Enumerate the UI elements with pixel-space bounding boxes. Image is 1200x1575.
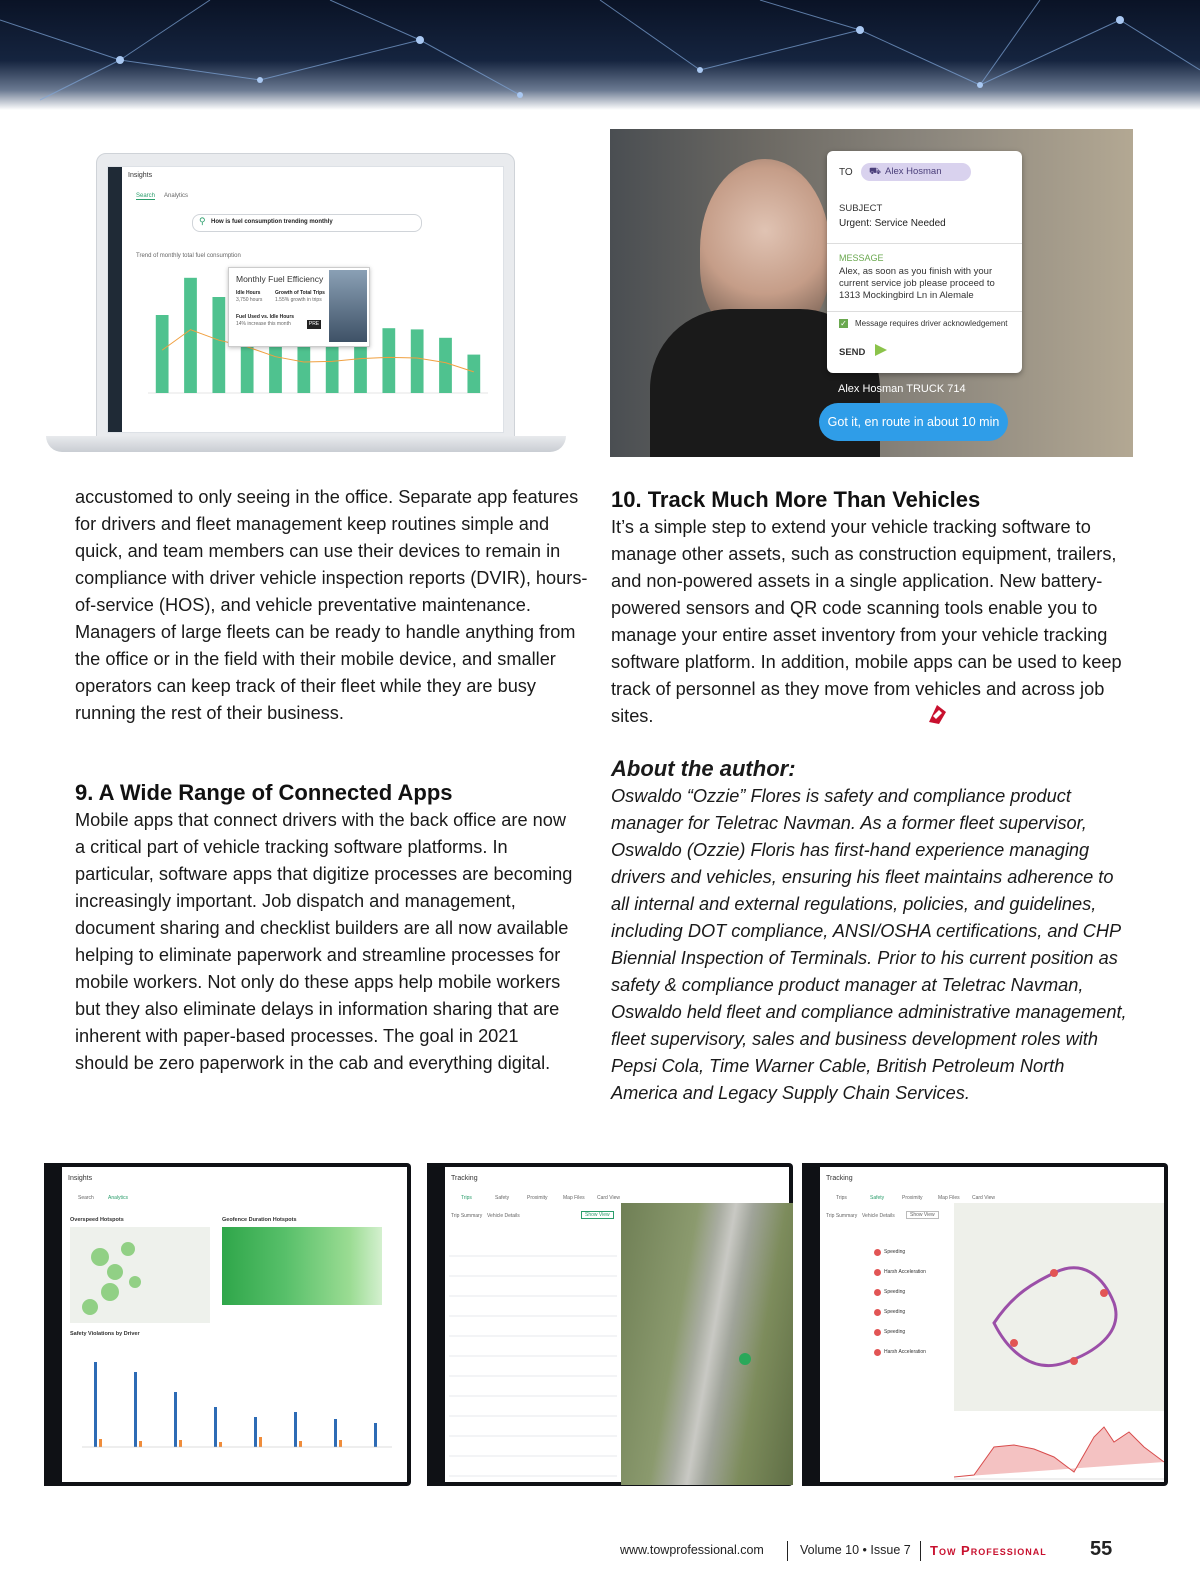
message-body[interactable]: Alex, as soon as you finish with your current service job please proceed to 1313 Mockingbird Ln in Alemale — [839, 266, 995, 301]
screenshot-tracking-trips — [427, 1163, 793, 1486]
section9-body — [75, 807, 575, 1077]
popup-stat-label: Idle Hours — [236, 290, 261, 296]
bar-3[interactable] — [212, 297, 225, 393]
vehicle-marker-icon[interactable] — [739, 1353, 751, 1365]
reply-bubble: Got it, en route in about 10 min — [819, 403, 1008, 441]
send-icon[interactable] — [875, 344, 887, 356]
panel-title: Overspeed Hotspots — [70, 1217, 124, 1223]
alert-icon — [874, 1289, 881, 1296]
chart-title: Trend of monthly total fuel consumption — [136, 253, 241, 259]
section9-heading: 9. A Wide Range of Connected Apps — [75, 780, 453, 805]
popup-stat-label: Growth of Total Trips — [275, 290, 325, 296]
safety-event-list[interactable] — [824, 1237, 952, 1482]
event-label: Speeding — [884, 1249, 906, 1255]
recipient-chip[interactable] — [861, 163, 971, 181]
section10-heading: 10. Track Much More Than Vehicles — [611, 487, 981, 512]
left-column — [75, 484, 590, 727]
search-icon: ⚲ — [199, 216, 206, 226]
tab-safety[interactable]: Safety — [495, 1195, 510, 1201]
app-title: Insights — [68, 1175, 93, 1182]
to-label: TO — [839, 167, 853, 178]
footer-divider — [787, 1541, 788, 1561]
tab-trips[interactable]: Trips — [836, 1195, 847, 1201]
subject-label: SUBJECT — [839, 203, 883, 214]
overspeed-map — [70, 1227, 210, 1323]
screenshot-tracking-safety — [802, 1163, 1168, 1486]
app-title: Tracking — [826, 1175, 853, 1182]
laptop-screen — [96, 153, 515, 438]
driver-tag: Alex Hosman TRUCK 714 — [838, 383, 966, 395]
app-sidebar — [427, 1163, 445, 1486]
footer-website[interactable]: www.towprofessional.com — [620, 1543, 764, 1557]
section10-paragraph: It’s a simple step to extend your vehicle tracking software to manage other assets, such as construction equipment, trailers, and non-powered assets in a single application. New battery-powered sensors and QR code scanning tools enable you to manage your entire asset inventory from your vehicle tracking software platform. In addition, mobile apps can be used to keep track of personnel as they move from vehicles and across job sites. — [611, 517, 1122, 726]
efficiency-popup — [228, 267, 370, 347]
footer-brand: Tow Professional — [930, 1543, 1047, 1558]
subtab-vehicle-details[interactable]: Vehicle Details — [862, 1213, 895, 1219]
bar-9[interactable] — [382, 328, 395, 393]
alert-icon — [874, 1329, 881, 1336]
recipient-name: Alex Hosman — [885, 166, 942, 177]
author-heading: About the author: — [611, 756, 796, 781]
tracking-screen — [445, 1167, 789, 1482]
header-banner — [0, 0, 1200, 110]
bar-12[interactable] — [467, 355, 480, 393]
subtab-trip-summary[interactable]: Trip Summary — [451, 1213, 483, 1219]
tab-map-files[interactable]: Map Files — [563, 1195, 585, 1201]
tab-map-files[interactable]: Map Files — [938, 1195, 960, 1201]
popup-badge: PRE — [308, 321, 320, 327]
tracking-safety-screen — [820, 1167, 1164, 1482]
dispatch-photo — [610, 129, 1133, 457]
worker-photo — [329, 270, 367, 342]
tab-search[interactable]: Search — [78, 1195, 94, 1201]
insights-app — [107, 166, 504, 433]
event-label: Harsh Acceleration — [884, 1349, 926, 1355]
alert-icon — [874, 1249, 881, 1256]
intro-paragraph: accustomed to only seeing in the office. Separate app features for drivers and fleet management keep routines simple and quick, and team members can use their devices to remain in compliance with driver vehicle inspection reports (DVIR), hours-of-service (HOS), and vehicle preventative maintenance. Managers of large fleets can be ready to handle anything from the office or in the field with their mobile device, and smaller operators can keep track of their fleet while they are busy running the rest of their business. — [75, 487, 588, 723]
truck-icon: ⛟ — [869, 166, 881, 177]
divider — [827, 243, 1022, 244]
geofence-treemap — [222, 1227, 382, 1305]
send-button[interactable]: SEND — [839, 347, 866, 358]
bar-11[interactable] — [439, 338, 452, 393]
author-body — [611, 783, 1131, 1107]
section10-body — [611, 514, 1131, 730]
network-graphic — [0, 0, 1200, 110]
bar-10[interactable] — [411, 329, 424, 393]
app-title: Tracking — [451, 1175, 478, 1182]
route-map[interactable] — [954, 1203, 1164, 1411]
trip-list[interactable] — [449, 1237, 617, 1477]
tab-proximity[interactable]: Proximity — [527, 1195, 548, 1201]
footer-divider — [920, 1541, 921, 1561]
tab-analytics[interactable]: Analytics — [164, 193, 189, 199]
show-view-button[interactable]: Show View — [906, 1211, 939, 1219]
popup-stat-value: 1.55% growth in trips — [275, 297, 322, 303]
bar-1[interactable] — [156, 315, 169, 393]
popup-stat-label: Fuel Used vs. Idle Hours — [236, 314, 295, 320]
tab-card-view[interactable]: Card View — [972, 1195, 995, 1201]
footer-issue: Volume 10 • Issue 7 — [800, 1543, 911, 1557]
ack-checkbox[interactable]: ✓ — [840, 319, 847, 328]
satellite-map[interactable] — [621, 1203, 793, 1485]
ack-label: Message requires driver acknowledgement — [855, 319, 1008, 328]
tab-search[interactable]: Search — [136, 193, 156, 199]
panel-title: Geofence Duration Hotspots — [222, 1217, 297, 1223]
message-label: MESSAGE — [839, 253, 884, 263]
tab-trips[interactable]: Trips — [461, 1195, 472, 1201]
popup-title: Monthly Fuel Efficiency — [236, 274, 324, 284]
alert-icon — [874, 1269, 881, 1276]
panel-title: Safety Violations by Driver — [70, 1331, 140, 1337]
message-card — [827, 151, 1022, 373]
subtab-trip-summary[interactable]: Trip Summary — [826, 1213, 858, 1219]
app-sidebar — [44, 1163, 62, 1486]
page-number: 55 — [1090, 1538, 1113, 1560]
tab-card-view[interactable]: Card View — [597, 1195, 620, 1201]
section9-paragraph: Mobile apps that connect drivers with the back office are now a critical part of vehicle tracking software platforms. In particular, software apps that digitize processes are becoming increasingly important. Job dispatch and management, document sharing and checklist builders are all now available helping to eliminate paperwork and streamline processes for mobile workers. Not only do these apps help mobile workers but they also eliminate delays in information sharing that are inherent with paper-based processes. The goal in 2021 should be zero paperwork in the cab and everything digital. — [75, 810, 573, 1073]
popup-stat-value: 3,750 hours — [236, 297, 263, 303]
tab-safety[interactable]: Safety — [870, 1195, 885, 1201]
tab-analytics[interactable]: Analytics — [108, 1195, 129, 1201]
popup-stat-value: 14% increase this month — [236, 321, 291, 327]
event-label: Harsh Acceleration — [884, 1269, 926, 1275]
search-query: How is fuel consumption trending monthly — [211, 219, 333, 225]
subject-value[interactable]: Urgent: Service Needed — [839, 218, 946, 229]
alert-icon — [874, 1309, 881, 1316]
show-view-button[interactable]: Show View — [581, 1211, 614, 1219]
tab-proximity[interactable]: Proximity — [902, 1195, 923, 1201]
app-sidebar — [802, 1163, 820, 1486]
event-label: Speeding — [884, 1289, 906, 1295]
app-sidebar — [108, 167, 122, 432]
search-input[interactable] — [192, 214, 422, 232]
insights-screen — [62, 1167, 407, 1482]
violations-bar-chart — [82, 1347, 392, 1457]
screenshot-insights — [44, 1163, 411, 1486]
bar-2[interactable] — [184, 278, 197, 393]
app-title: Insights — [128, 172, 153, 179]
event-label: Speeding — [884, 1329, 906, 1335]
laptop-base — [46, 436, 566, 452]
divider — [827, 311, 1022, 312]
speed-graph — [954, 1417, 1164, 1482]
author-paragraph: Oswaldo “Ozzie” Flores is safety and compliance product manager for Teletrac Navman. As a former fleet supervisor, Oswaldo (Ozzie) Floris has first-hand experience managing drivers and vehicles, ensuring his fleet maintains adherence to all internal and external regulations, policies, and guidelines, including DOT compliance, ANSI/OSHA certifications, and CHP Biennial Inspection of Terminals. Prior to his current position as safety & compliance product manager at Teletrac Navman, Oswaldo held fleet and compliance administrative management, fleet supervisory, sales and business development roles with Pepsi Cola, Time Warner Cable, British Petroleum North America and Legacy Supply Chain Services. — [611, 786, 1127, 1103]
event-label: Speeding — [884, 1309, 906, 1315]
alert-icon — [874, 1349, 881, 1356]
end-mark-icon — [925, 702, 949, 726]
subtab-vehicle-details[interactable]: Vehicle Details — [487, 1213, 520, 1219]
